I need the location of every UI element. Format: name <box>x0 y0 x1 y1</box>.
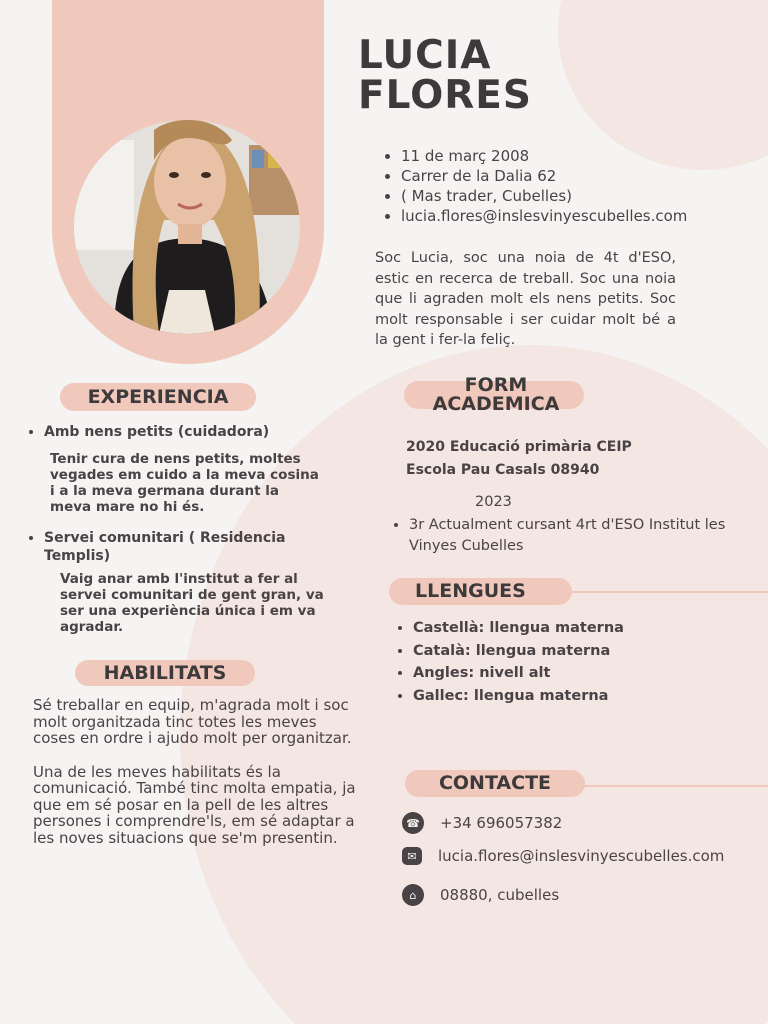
language-item: • Angles: nivell alt <box>413 662 624 685</box>
experience-list <box>26 423 354 645</box>
about-paragraph: Soc Lucia, soc una noia de 4t d'ESO, estic en recerca de treball. Soc una noia que li agraden molt els nens petits. Soc molt responsable i ser cuidar molt bé a la gent i fer-la feliç. <box>375 250 676 348</box>
phone-number: +34 696057382 <box>440 814 563 832</box>
home-icon: ⌂ <box>402 884 424 906</box>
education-item: • 3r Actualment cursant 4rt d'ESO Institut les Vinyes Cubelles <box>409 515 754 557</box>
personal-info-list <box>383 146 687 226</box>
language-item: • Castellà: llengua materna <box>413 617 624 640</box>
first-name: LUCIA <box>358 33 492 78</box>
education-heading: FORM ACADEMICA <box>432 374 560 415</box>
decorative-circle-top <box>558 0 768 170</box>
contact-divider <box>575 785 768 787</box>
address-text: 08880, cubelles <box>440 886 560 904</box>
profile-photo <box>74 120 300 334</box>
contact-heading: CONTACTE <box>405 770 585 797</box>
email-text: • lucia.flores@inslesvinyescubelles.com <box>401 206 687 226</box>
education-year: 2023 <box>475 494 512 510</box>
languages-heading: LLENGUES <box>389 578 572 605</box>
experience-item <box>44 423 354 515</box>
education-line: Escola Pau Casals 08940 <box>406 462 600 478</box>
experience-item <box>44 529 354 635</box>
experience-title: • Servei comunitari ( Residencia Templis) <box>44 530 286 564</box>
skills-text <box>33 697 358 863</box>
full-name <box>358 33 533 118</box>
education-primary <box>406 436 632 482</box>
mail-icon: ✉ <box>402 847 422 865</box>
birth-date: • 11 de març 2008 <box>401 146 687 166</box>
education-line: 2020 Educació primària CEIP <box>406 439 632 455</box>
skills-paragraph: Sé treballar en equip, m'agrada molt i soc molt organitzada tinc totes les meves coses en ordre i ajudo molt per organitzar. <box>33 696 352 747</box>
contact-address <box>402 884 559 906</box>
address-area: • ( Mas trader, Cubelles) <box>401 186 687 206</box>
experience-heading: EXPERIENCIA <box>60 383 256 411</box>
languages-divider <box>560 591 768 593</box>
experience-description: Tenir cura de nens petits, moltes vegades em cuido a la meva cosina i a la meva germana durant la meva mare no hi és. <box>50 451 319 515</box>
skills-heading: HABILITATS <box>75 660 255 686</box>
address-street: • Carrer de la Dalia 62 <box>401 166 687 186</box>
experience-title: • Amb nens petits (cuidadora) <box>44 424 270 440</box>
language-item: • Català: llengua materna <box>413 640 624 663</box>
skills-paragraph: Una de les meves habilitats és la comunicació. També tinc molta empatia, ja que em sé posar en la pell de les altres persones i comprendre'ls, em sé adaptar a les noves situacions que se'm presentin. <box>33 762 356 847</box>
education-list <box>391 515 754 557</box>
contact-email-text: lucia.flores@inslesvinyescubelles.com <box>438 847 725 865</box>
phone-icon: ☎ <box>402 812 424 834</box>
contact-phone <box>402 812 562 834</box>
experience-description: Vaig anar amb l'institut a fer al servei comunitari de gent gran, va ser una experiència única i em va agradar. <box>60 571 324 635</box>
language-item: • Gallec: llengua materna <box>413 685 624 708</box>
last-name: FLORES <box>358 73 533 118</box>
languages-list <box>395 617 624 707</box>
contact-email <box>402 847 724 865</box>
